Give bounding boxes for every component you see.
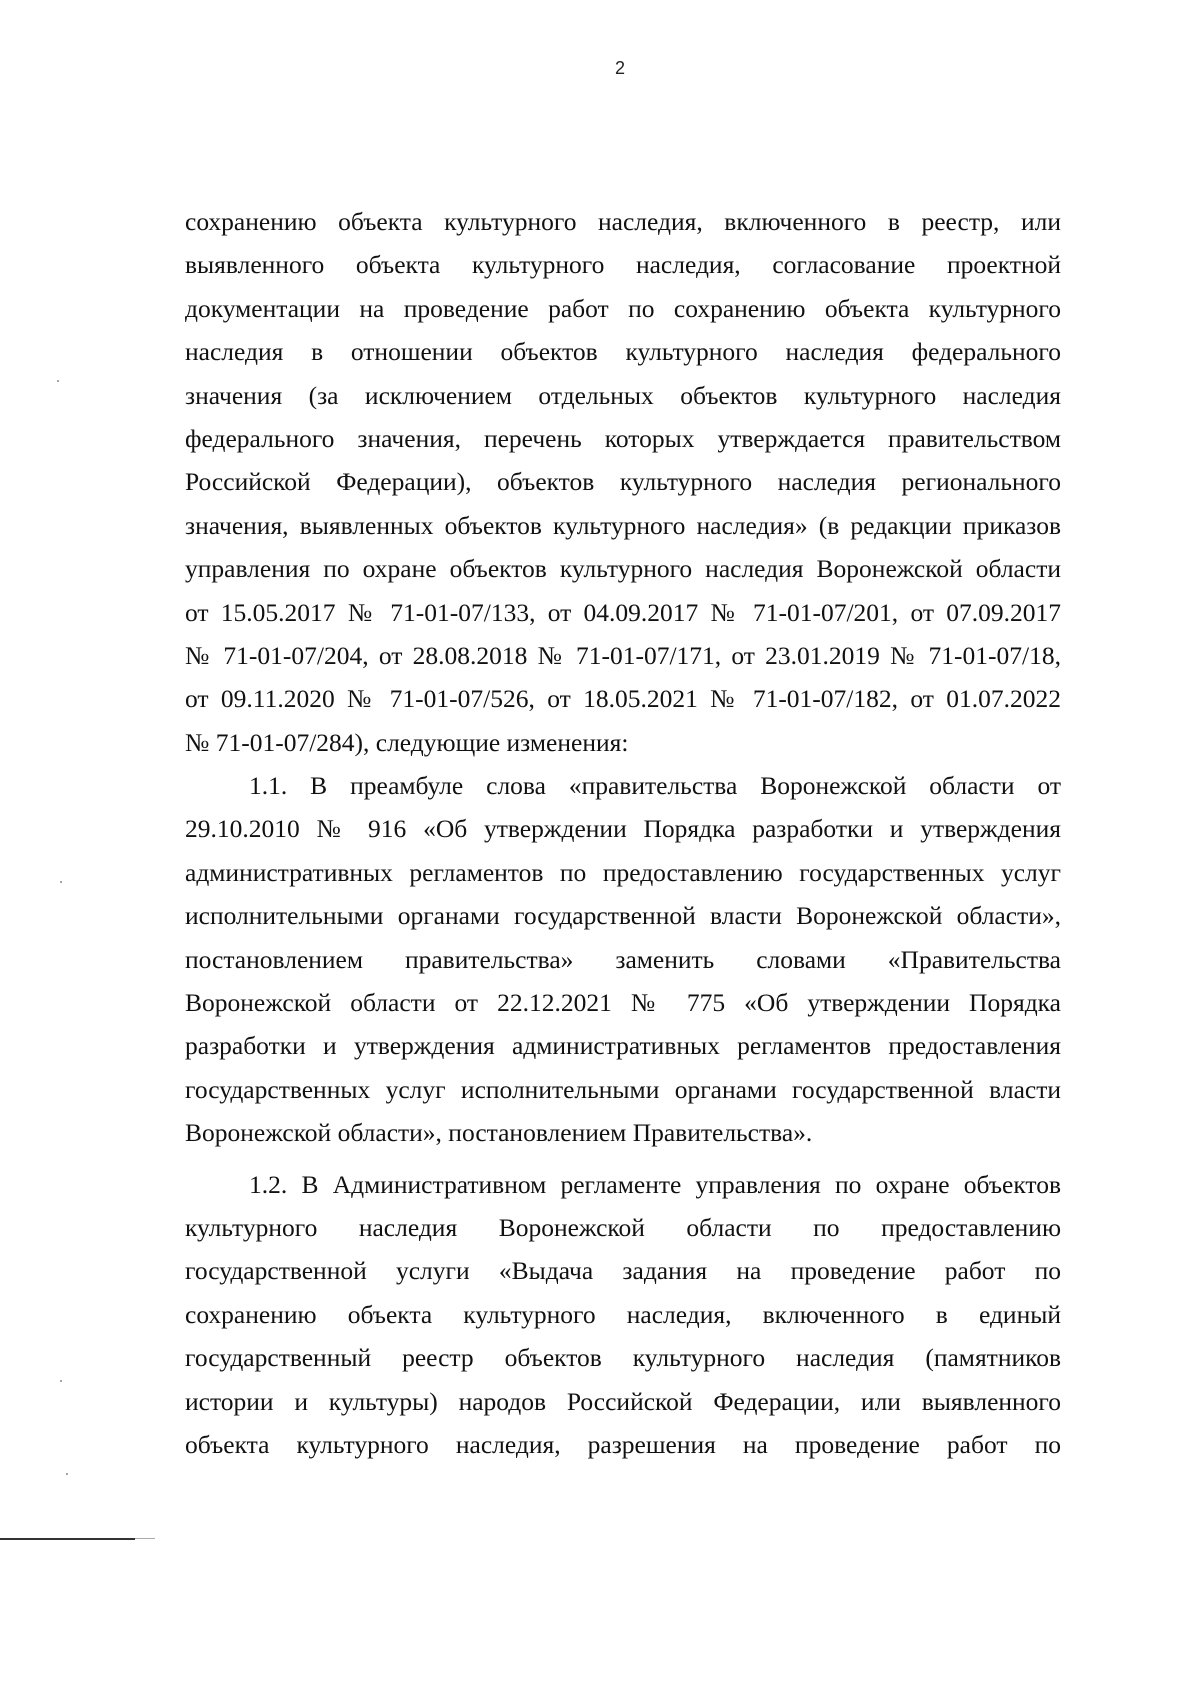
text-line: государственный реестр объектов культурного наследия (памятников <box>185 1343 1061 1373</box>
text-line: от 15.05.2017 № 71-01-07/133, от 04.09.2017 № 71-01-07/201, от 07.09.2017 <box>185 597 1061 627</box>
text-line: управления по охране объектов культурного наследия Воронежской области <box>185 554 1061 584</box>
text-line: государственной услуги «Выдача задания на проведение работ по <box>185 1256 1061 1286</box>
text-line: № 71-01-07/284), следующие изменения: <box>185 727 629 757</box>
footer-rule <box>0 1538 135 1540</box>
footer-rule-tail <box>135 1538 155 1539</box>
text-line: разработки и утверждения административных регламентов предоставления <box>185 1031 1061 1061</box>
text-line: наследия в отношении объектов культурного наследия федерального <box>185 337 1061 367</box>
document-body <box>185 200 1061 1466</box>
scan-speck <box>60 881 62 883</box>
text-line: Воронежской области», постановлением Правительства». <box>185 1118 813 1148</box>
text-line: федерального значения, перечень которых утверждается правительством <box>185 423 1061 453</box>
text-line: выявленного объекта культурного наследия, согласование проектной <box>185 250 1061 280</box>
text-line: истории и культуры) народов Российской Федерации, или выявленного <box>185 1386 1061 1416</box>
paragraph-1-1-first-line: 1.1. В преамбуле слова «правительства Воронежской области от <box>249 771 1061 801</box>
scan-speck <box>66 1473 68 1475</box>
paragraph-1-2-first-line: 1.2. В Административном регламенте управления по охране объектов <box>249 1169 1061 1199</box>
scan-speck <box>60 1380 62 1382</box>
text-line: значения (за исключением отдельных объектов культурного наследия <box>185 380 1061 410</box>
text-line: исполнительными органами государственной власти Воронежской области», <box>185 901 1061 931</box>
page-number: 2 <box>614 58 625 78</box>
text-line: сохранению объекта культурного наследия, включенного в реестр, или <box>185 207 1061 236</box>
text-line: Российской Федерации), объектов культурного наследия регионального <box>185 467 1061 497</box>
text-line: государственных услуг исполнительными органами государственной власти <box>185 1074 1061 1104</box>
text-line: документации на проведение работ по сохранению объекта культурного <box>185 293 1061 323</box>
text-line: административных регламентов по предоставлению государственных услуг <box>185 857 1061 887</box>
text-line: от 09.11.2020 № 71-01-07/526, от 18.05.2021 № 71-01-07/182, от 01.07.2022 <box>185 684 1061 714</box>
text-line: Воронежской области от 22.12.2021 № 775 «Об утверждении Порядка <box>185 988 1061 1018</box>
text-line: 29.10.2010 № 916 «Об утверждении Порядка разработки и утверждения <box>185 814 1061 844</box>
text-line: культурного наследия Воронежской области по предоставлению <box>185 1212 1061 1242</box>
text-line: постановлением правительства» заменить словами «Правительства <box>185 944 1061 974</box>
text-line: объекта культурного наследия, разрешения на проведение работ по <box>185 1429 1061 1459</box>
text-line: значения, выявленных объектов культурного наследия» (в редакции приказов <box>185 510 1061 540</box>
scan-speck <box>57 380 59 382</box>
text-line: сохранению объекта культурного наследия, включенного в единый <box>185 1299 1061 1329</box>
text-line: № 71-01-07/204, от 28.08.2018 № 71-01-07/171, от 23.01.2019 № 71-01-07/18, <box>185 640 1061 670</box>
